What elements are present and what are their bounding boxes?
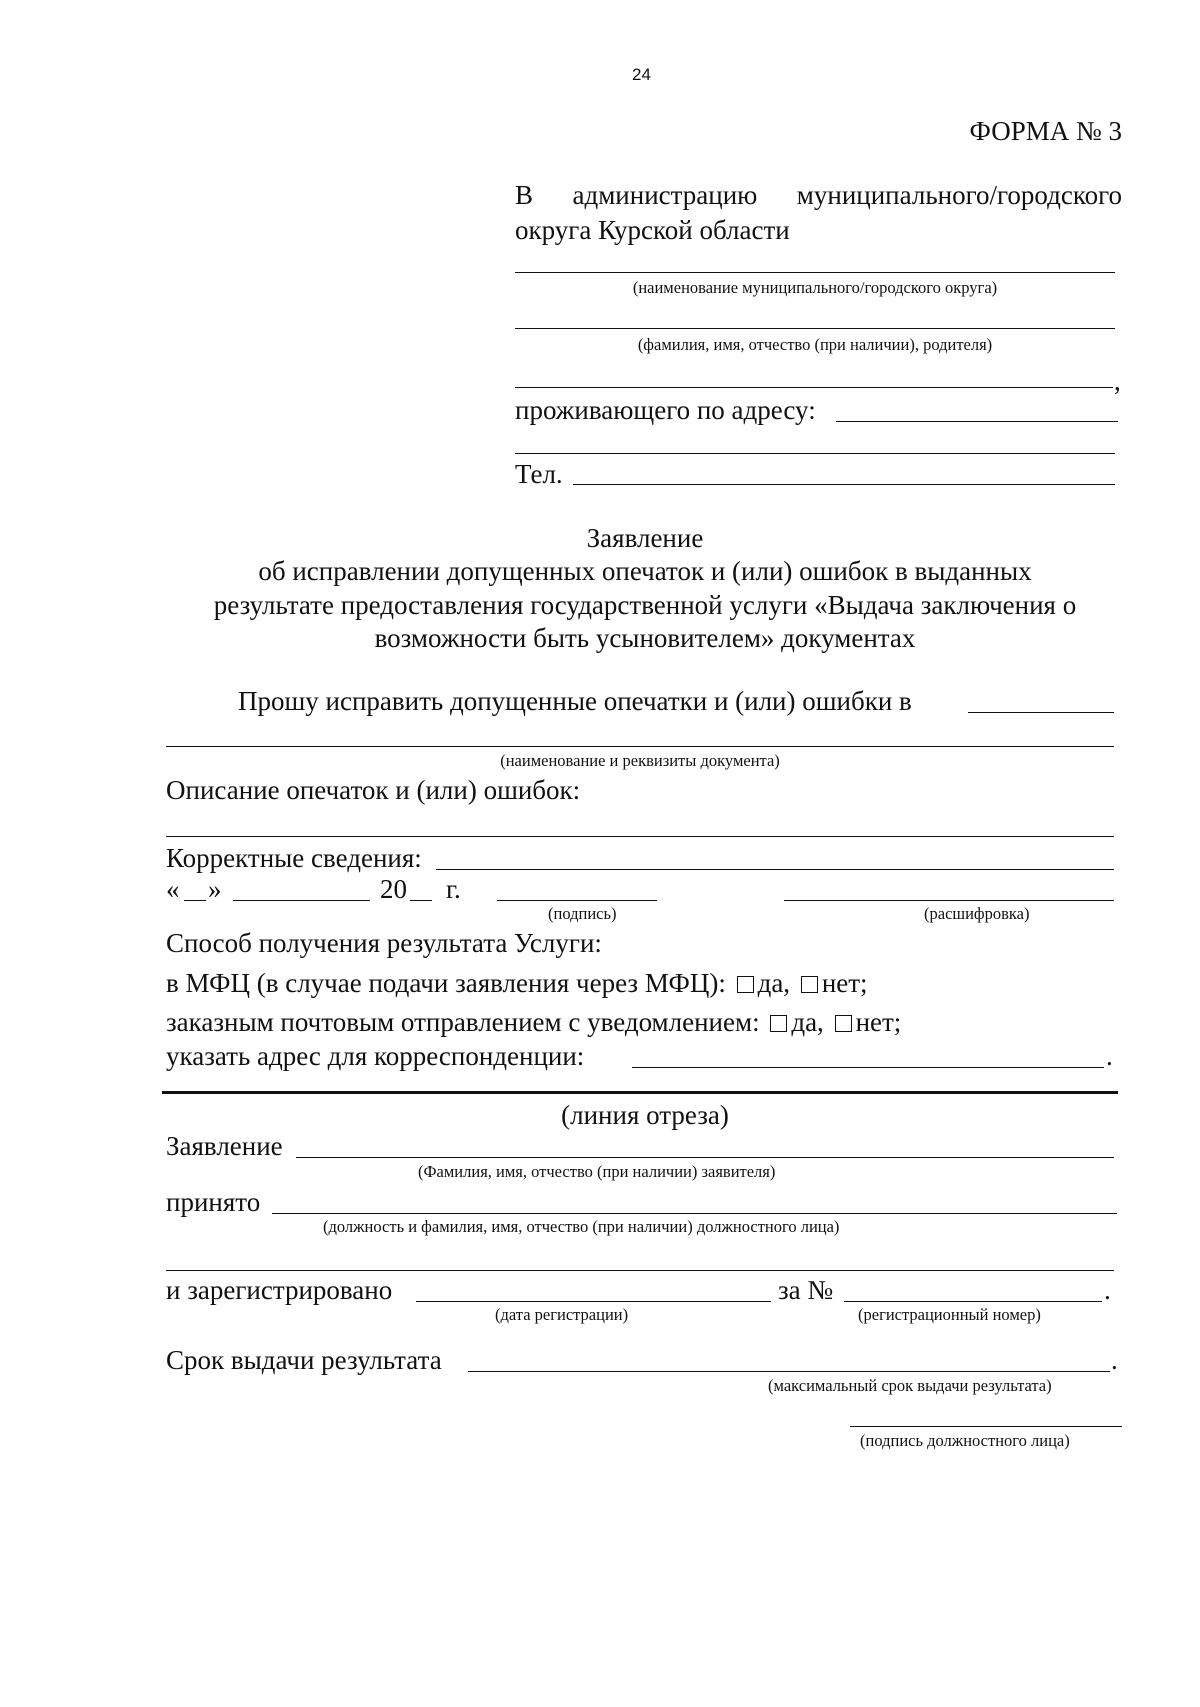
errors-description-label: Описание опечаток и (или) ошибок: [166,775,581,805]
addressee-line-2: округа Курской области [515,215,790,245]
errors-description-field-line[interactable] [166,836,1114,837]
date-year-field-line[interactable] [410,900,432,901]
official-signature-field-line[interactable] [850,1426,1122,1427]
parent-name-field-line-2[interactable] [515,387,1113,388]
page-number: 24 [632,65,651,84]
document-subtitle-line-1: об исправлении допущенных опечаток и (или) ошибок в выданных [258,556,1032,586]
correct-info-field-line[interactable] [436,869,1114,870]
deadline-field-line[interactable] [468,1371,1110,1372]
phone-field-line[interactable] [573,484,1115,485]
mfc-option-row [166,970,868,997]
applicant-name-field-line[interactable] [296,1157,1114,1158]
document-title: Заявление [586,523,704,553]
official-name-field-line-2[interactable] [166,1270,1114,1271]
signature-field-line[interactable] [497,900,657,901]
registration-number-hint: (регистрационный номер) [858,1305,1041,1324]
official-name-field-line[interactable] [272,1213,1117,1214]
mfc-yes-checkbox[interactable] [737,976,754,993]
form-number: ФОРМА № 3 [969,116,1122,146]
official-name-hint: (должность и фамилия, имя, отчество (при наличии) должностного лица) [323,1217,840,1236]
mail-yes-checkbox[interactable] [770,1015,787,1032]
mfc-option-text: в МФЦ (в случае подачи заявления через МФЦ): [166,968,726,998]
document-subtitle-line-3: возможности быть усыновителем» документах [374,623,916,653]
registered-label: и зарегистрировано [166,1275,393,1305]
applicant-name-hint: (Фамилия, имя, отчество (при наличии) заявителя) [418,1162,776,1181]
residing-address-field-line[interactable] [836,421,1118,422]
mfc-no-checkbox[interactable] [801,976,818,993]
addressee-line-1: В администрацию муниципального/городского [515,180,1122,210]
registration-date-hint: (дата регистрации) [495,1305,629,1324]
registration-period: . [1104,1275,1111,1305]
document-field-line[interactable] [166,746,1114,747]
mfc-yes-label: да, [757,968,791,998]
parent-name-hint: (фамилия, имя, отчество (при наличии), родителя) [637,335,993,354]
municipality-field-line[interactable] [515,272,1115,273]
mfc-no-label: нет; [821,968,868,998]
decoding-hint: (расшифровка) [924,904,1030,923]
date-open-quote: « [166,874,180,904]
request-text: Прошу исправить допущенные опечатки и (или) ошибки в [238,686,912,716]
date-close-quote: » [208,874,222,904]
registration-number-field-line[interactable] [844,1301,1102,1302]
deadline-label: Срок выдачи результата [166,1345,442,1375]
accepted-label: принято [166,1187,261,1217]
request-field-line[interactable] [968,712,1114,713]
mail-no-label: нет; [855,1007,902,1037]
comma-mark: , [1114,366,1121,396]
max-deadline-hint: (максимальный срок выдачи результата) [768,1376,1052,1395]
deadline-period: . [1111,1345,1118,1375]
date-year-prefix: 20 [380,874,407,904]
date-year-suffix: г. [446,874,461,904]
mail-option-text: заказным почтовым отправлением с уведомлением: [166,1007,760,1037]
correspondence-address-label: указать адрес для корреспонденции: [166,1041,585,1071]
cut-line-caption: (линия отреза) [561,1100,729,1130]
registration-date-field-line[interactable] [416,1301,771,1302]
mail-option-row [166,1009,901,1036]
parent-name-field-line[interactable] [515,328,1115,329]
document-hint: (наименование и реквизиты документа) [500,751,780,770]
mail-yes-label: да, [791,1007,824,1037]
date-day-field-line[interactable] [184,900,206,901]
cut-line [162,1091,1118,1094]
address-field-line-2[interactable] [515,453,1115,454]
residing-address-label: проживающего по адресу: [515,395,816,425]
signature-hint: (подпись) [548,904,617,923]
mail-no-checkbox[interactable] [835,1015,852,1032]
correct-info-label: Корректные сведения: [166,843,422,873]
application-label: Заявление [166,1131,283,1161]
official-signature-hint: (подпись должностного лица) [860,1431,1070,1450]
correspondence-period: . [1106,1041,1113,1071]
phone-label: Тел. [515,459,563,489]
correspondence-address-field-line[interactable] [632,1067,1104,1068]
document-subtitle-line-2: результате предоставления государственной услуги «Выдача заключения о [213,590,1077,620]
receiving-method-label: Способ получения результата Услуги: [166,928,602,958]
decoding-field-line[interactable] [784,900,1114,901]
date-month-field-line[interactable] [233,900,370,901]
municipality-hint: (наименование муниципального/городского округа) [632,278,998,297]
registration-number-label: за № [778,1275,834,1305]
